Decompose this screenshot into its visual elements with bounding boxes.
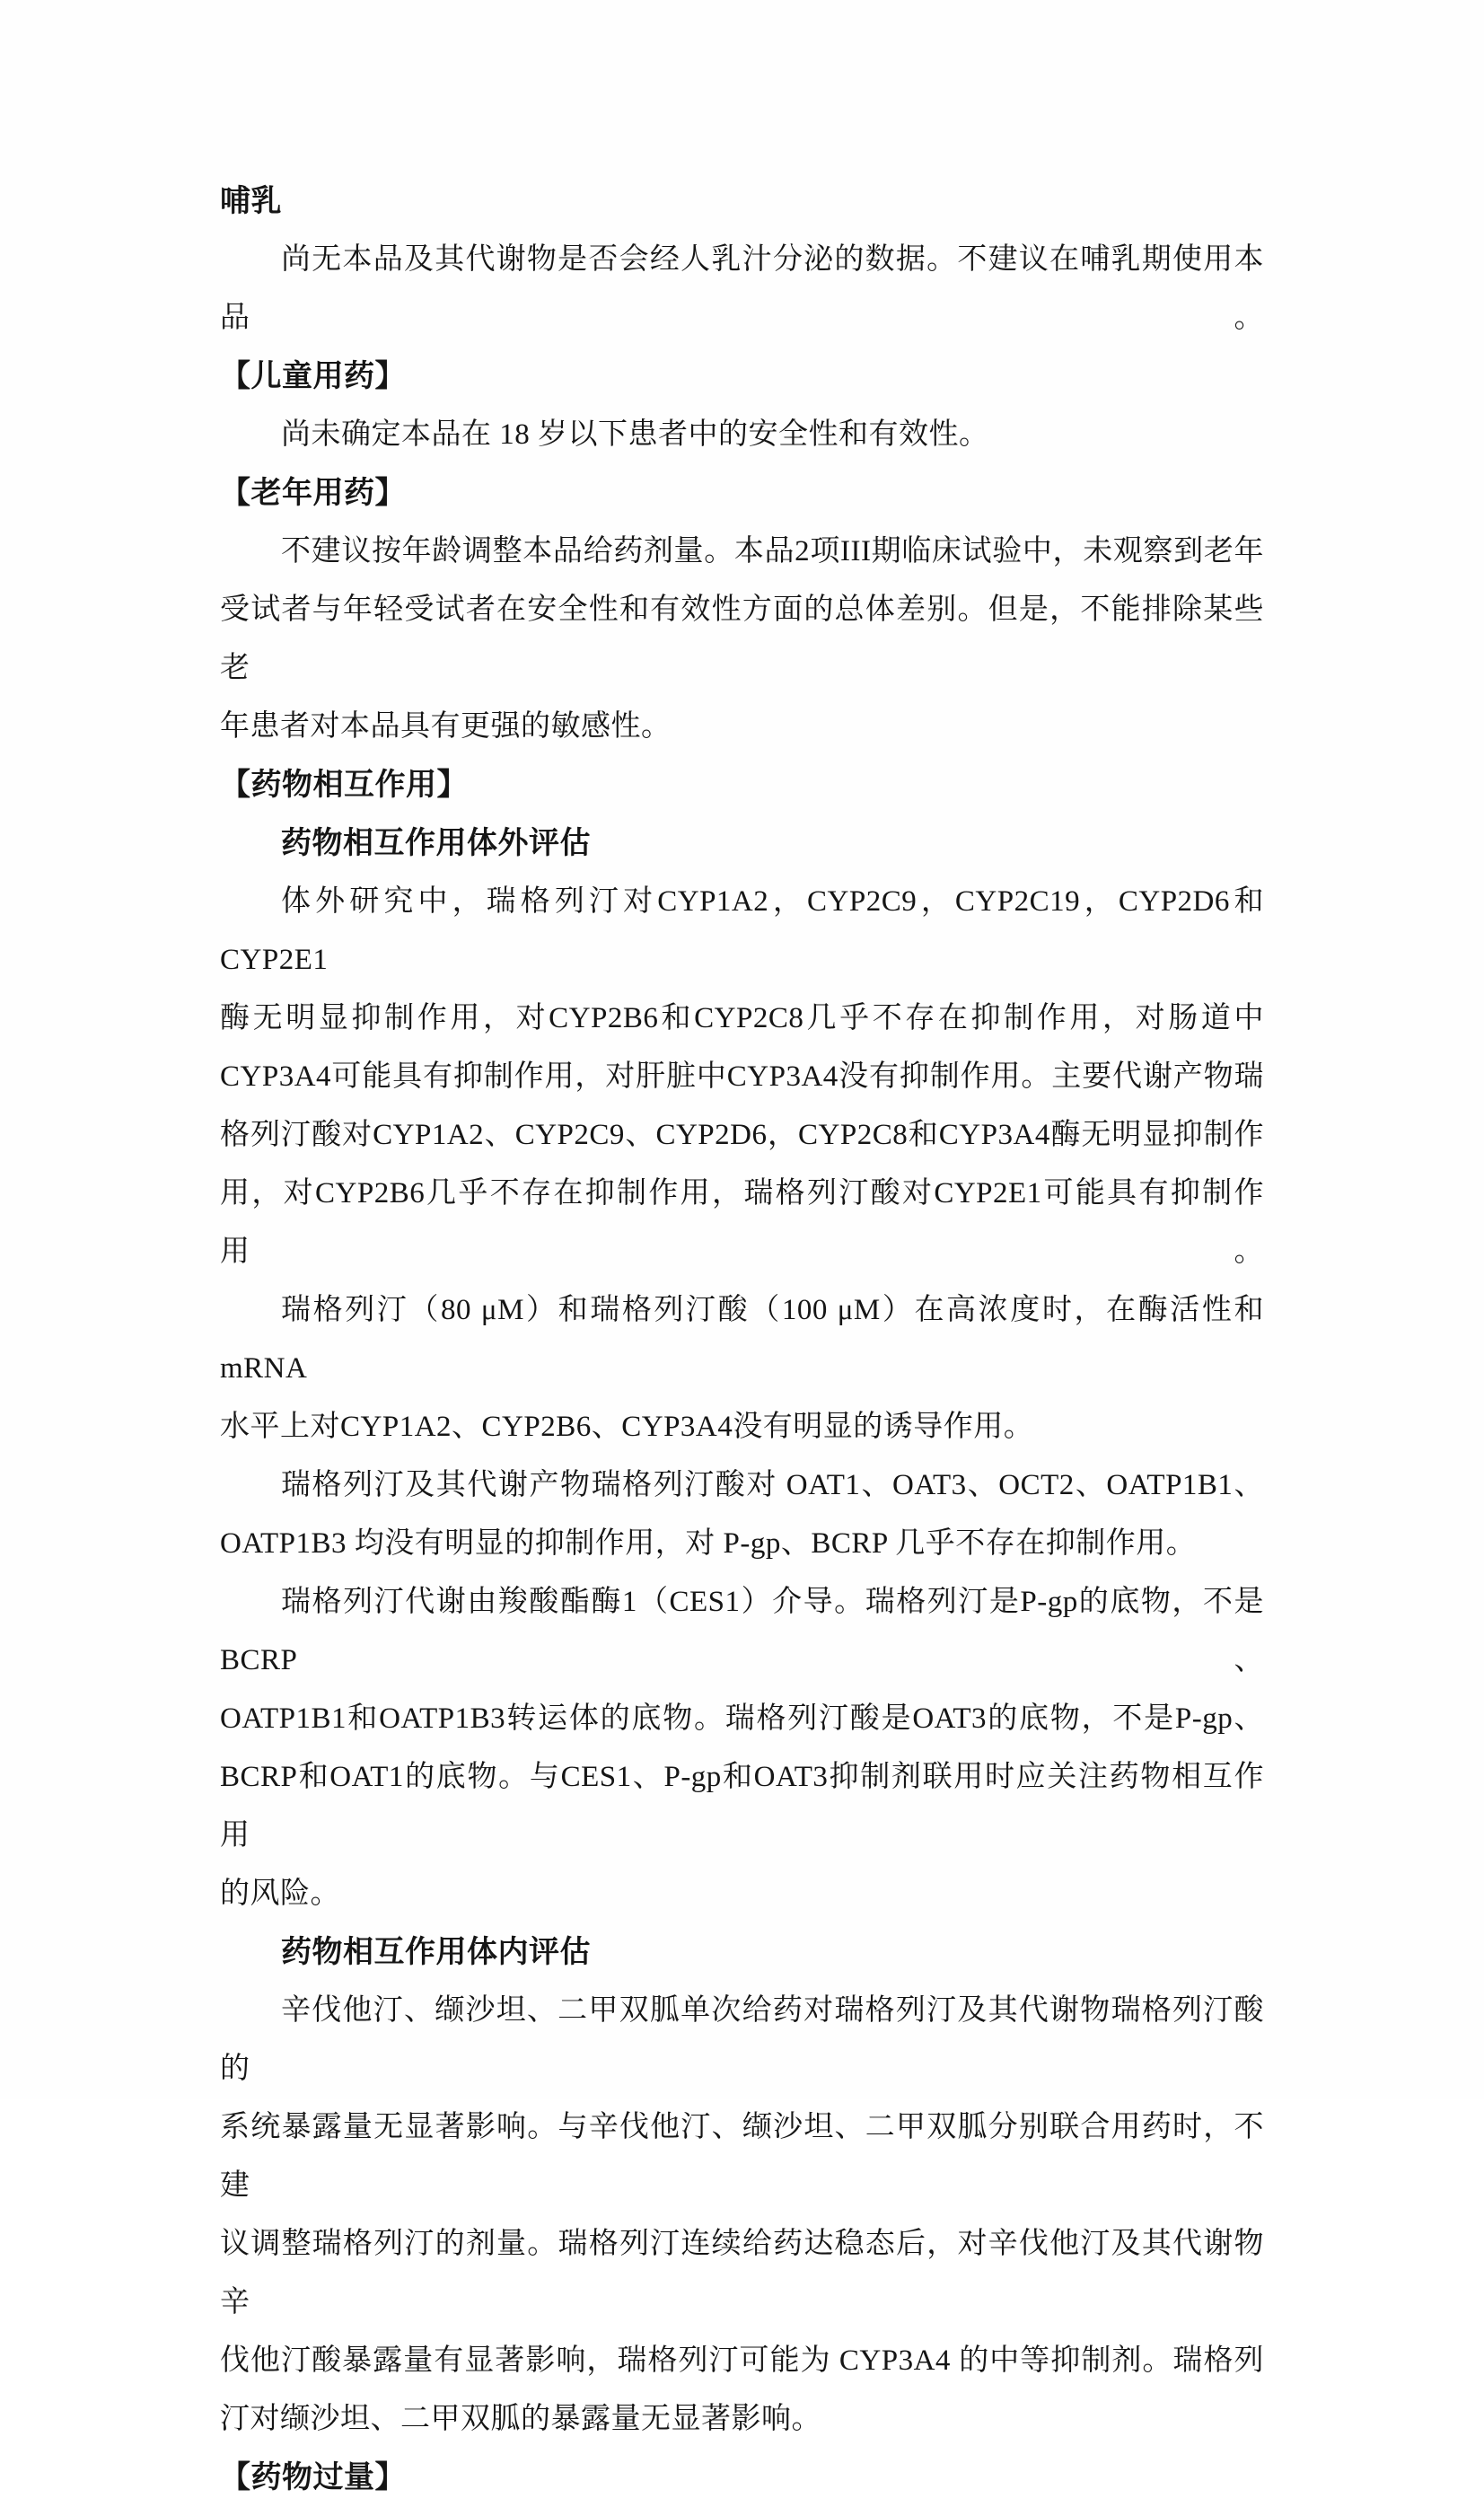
paragraph: [220, 523, 1264, 756]
paragraph: [220, 1982, 1264, 2449]
section-heading: 哺乳: [220, 185, 282, 218]
document-content: [220, 172, 1264, 2507]
paragraph: [220, 231, 1264, 347]
body-text-line: 系统暴露量无显著影响。与辛伐他汀、缬沙坦、二甲双胍分别联合用药时，不建: [220, 2111, 1264, 2202]
body-text-line: 年患者对本品具有更强的敏感性。: [220, 710, 672, 743]
section-heading: 【老年用药】: [220, 477, 406, 510]
subsection-heading: 药物相互作用体内评估: [281, 1936, 591, 1969]
body-text-line: 不建议按年龄调整本品给药剂量。本品2项III期临床试验中，未观察到老年: [281, 535, 1264, 567]
paragraph: [220, 1456, 1264, 1573]
body-text-line: 瑞格列汀及其代谢产物瑞格列汀酸对 OAT1、OAT3、OCT2、OATP1B1、: [281, 1469, 1264, 1501]
body-text-line: 尚未确定本品在 18 岁以下患者中的安全性和有效性。: [281, 418, 989, 451]
body-text-line: 用，对CYP2B6几乎不存在抑制作用，瑞格列汀酸对CYP2E1可能具有抑制作用。: [220, 1177, 1264, 1268]
body-text-line: 汀对缬沙坦、二甲双胍的暴露量无显著影响。: [220, 2403, 821, 2435]
paragraph: [220, 1573, 1264, 1923]
paragraph: [220, 406, 1264, 464]
body-text-line: 伐他汀酸暴露量有显著影响，瑞格列汀可能为 CYP3A4 的中等抑制剂。瑞格列: [220, 2344, 1264, 2377]
subsection-heading: 药物相互作用体外评估: [281, 827, 591, 860]
body-text-line: 受试者与年轻受试者在安全性和有效性方面的总体差别。但是，不能排除某些老: [220, 594, 1264, 684]
body-text-line: 议调整瑞格列汀的剂量。瑞格列汀连续给药达稳态后，对辛伐他汀及其代谢物辛: [220, 2228, 1264, 2318]
body-text-line: 格列汀酸对CYP1A2、CYP2C9、CYP2D6，CYP2C8和CYP3A4酶无明显抑制作: [220, 1119, 1264, 1151]
section-heading: 【药物过量】: [220, 2461, 406, 2494]
paragraph: [220, 873, 1264, 1281]
body-text-line: 水平上对CYP1A2、CYP2B6、CYP3A4没有明显的诱导作用。: [220, 1411, 1034, 1443]
body-text-line: 的风险。: [220, 1878, 340, 1910]
body-text-line: BCRP和OAT1的底物。与CES1、P-gp和OAT3抑制剂联用时应关注药物相互作用: [220, 1761, 1264, 1852]
body-text-line: CYP3A4可能具有抑制作用，对肝脏中CYP3A4没有抑制作用。主要代谢产物瑞: [220, 1060, 1264, 1093]
body-text-line: 体外研究中，瑞格列汀对CYP1A2，CYP2C9，CYP2C19，CYP2D6和CYP2E1: [220, 885, 1264, 976]
body-text-line: OATP1B1和OATP1B3转运体的底物。瑞格列汀酸是OAT3的底物，不是P-gp、: [220, 1702, 1264, 1735]
body-text-line: 尚无本品及其代谢物是否会经人乳汁分泌的数据。不建议在哺乳期使用本品。: [220, 243, 1264, 334]
paragraph: [220, 1281, 1264, 1456]
body-text-line: OATP1B3 均没有明显的抑制作用，对 P-gp、BCRP 几乎不存在抑制作用。: [220, 1527, 1197, 1560]
body-text-line: 辛伐他汀、缬沙坦、二甲双胍单次给药对瑞格列汀及其代谢物瑞格列汀酸的: [220, 1994, 1264, 2085]
section-heading: 【儿童用药】: [220, 360, 406, 393]
section-heading: 【药物相互作用】: [220, 769, 468, 802]
body-text-line: 酶无明显抑制作用，对CYP2B6和CYP2C8几乎不存在抑制作用，对肠道中: [220, 1002, 1264, 1034]
body-text-line: 瑞格列汀（80 μM）和瑞格列汀酸（100 μM）在高浓度时，在酶活性和mRNA: [220, 1294, 1264, 1385]
body-text-line: 瑞格列汀代谢由羧酸酯酶1（CES1）介导。瑞格列汀是P-gp的底物，不是BCRP、: [220, 1586, 1264, 1676]
